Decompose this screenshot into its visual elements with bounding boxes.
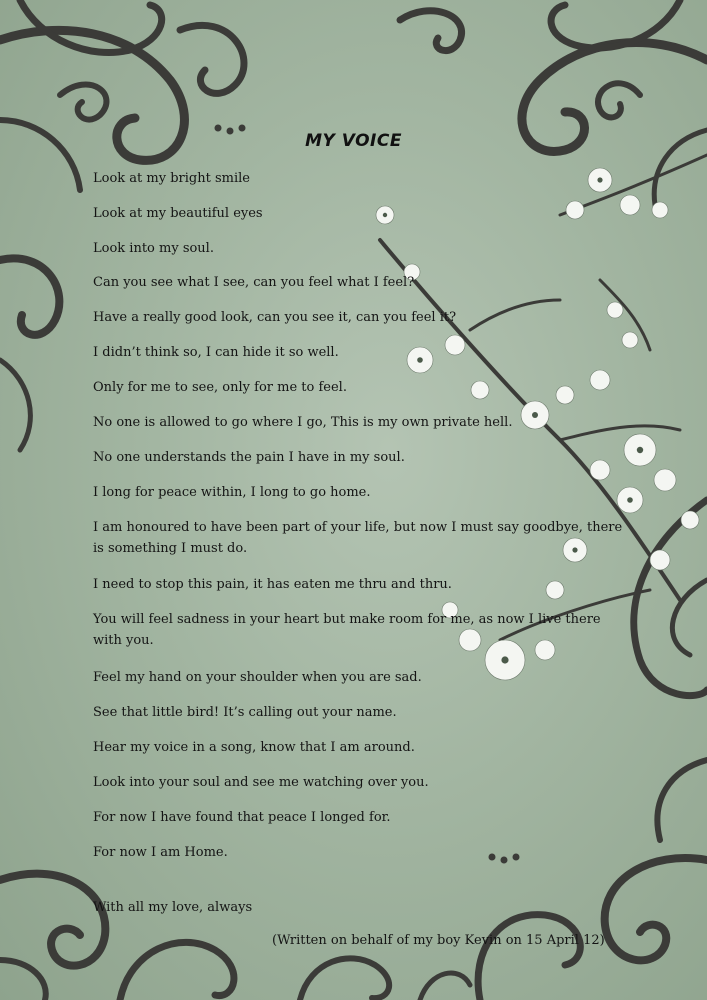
poem-line: Look at my bright smile [93,171,250,186]
poem-line: I long for peace within, I long to go home. [93,485,371,500]
poem-line: Have a really good look, can you see it, can you feel it? [93,310,457,325]
poem-line: Look at my beautiful eyes [93,206,263,221]
poem-line: Hear my voice in a song, know that I am around. [93,740,415,755]
poem-line: For now I am Home. [93,845,228,860]
poem-line: I am honoured to have been part of your life, but now I must say goodbye, there is something I must do. [93,520,623,556]
sign-off: With all my love, always [93,900,253,915]
poem-line: Look into my soul. [93,241,214,256]
poem-line: I need to stop this pain, it has eaten me thru and thru. [93,577,452,592]
poem-title: MY VOICE [305,131,402,151]
poem-line: For now I have found that peace I longed for. [93,810,391,825]
poem-line: See that little bird! It’s calling out your name. [93,705,397,720]
poem-line: Look into your soul and see me watching over you. [93,775,429,790]
poem-line: You will feel sadness in your heart but make room for me, as now I live there with you. [93,612,601,648]
poem-line: No one is allowed to go where I go, This is my own private hell. [93,415,513,430]
attribution: (Written on behalf of my boy Kevin on 15 April 12) [272,933,605,948]
poem-line: Can you see what I see, can you feel what I feel? [93,275,415,290]
poem-line: Only for me to see, only for me to feel. [93,380,347,395]
poem-line: Feel my hand on your shoulder when you are sad. [93,670,422,685]
poem-line: No one understands the pain I have in my soul. [93,450,405,465]
poem-line: I didn’t think so, I can hide it so well. [93,345,339,360]
